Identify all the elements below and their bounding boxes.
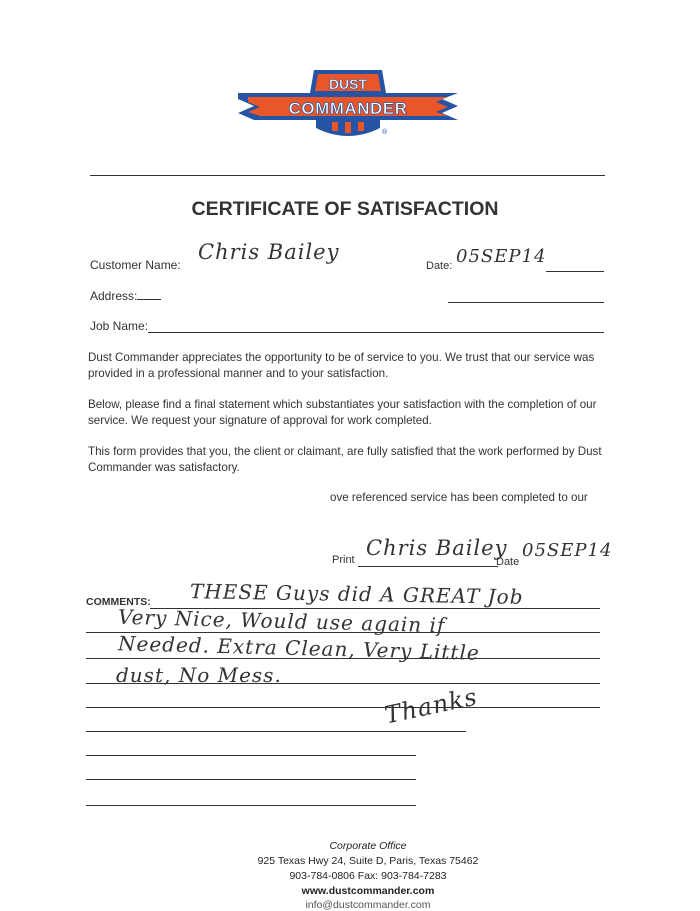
date-label: Date: bbox=[426, 260, 453, 272]
logo-trademark: ® bbox=[382, 129, 388, 136]
address-underline-right bbox=[448, 302, 604, 303]
address-label: Address: bbox=[90, 289, 138, 303]
logo-line2: COMMANDER bbox=[288, 99, 408, 118]
footer-address: 925 Texas Hwy 24, Suite D, Paris, Texas 75462 bbox=[257, 855, 479, 867]
partial-statement: ove referenced service has been completed to our bbox=[330, 491, 588, 504]
footer-phones: 903-784-0806 Fax: 903-784-7283 bbox=[289, 870, 447, 882]
paragraph-final-statement: Below, please find a final statement which substantiates your satisfaction with the completion of our service. We request your signature of approval for work completed. bbox=[88, 398, 597, 427]
footer-website[interactable]: www.dustcommander.com bbox=[301, 885, 435, 897]
comment-text-3: Needed. Extra Clean, Very Little bbox=[117, 631, 481, 665]
comment-sign-off: Thanks bbox=[382, 682, 480, 730]
comment-text-4: dust, No Mess. bbox=[116, 663, 282, 687]
logo-line1: DUST bbox=[328, 76, 368, 92]
print-name-value: Chris Bailey bbox=[366, 536, 508, 560]
header-divider bbox=[90, 175, 605, 176]
date-value: 05SEP14 bbox=[456, 246, 547, 267]
comment-line-6 bbox=[86, 731, 466, 732]
comment-line-9 bbox=[86, 805, 416, 806]
page-title: CERTIFICATE OF SATISFACTION bbox=[191, 198, 499, 220]
job-name-underline bbox=[148, 332, 604, 333]
paragraph-appreciation: Dust Commander appreciates the opportunity to be of service to you. We trust that our service was provided in a professional manner and to your satisfaction. bbox=[88, 351, 595, 380]
address-underline bbox=[137, 299, 161, 300]
comment-line-5 bbox=[86, 707, 600, 708]
job-name-label: Job Name: bbox=[90, 319, 149, 333]
date-underline bbox=[546, 271, 604, 272]
comment-text-2: Very Nice, Would use again if bbox=[117, 604, 446, 638]
comment-line-7 bbox=[86, 755, 416, 756]
footer-office: Corporate Office bbox=[329, 840, 407, 852]
comment-line-8 bbox=[86, 779, 416, 780]
print-underline bbox=[358, 566, 498, 567]
print-label: Print bbox=[332, 554, 355, 566]
dust-commander-logo bbox=[236, 66, 460, 140]
customer-name-value: Chris Bailey bbox=[198, 240, 340, 264]
comment-text-1: THESE Guys did A GREAT Job bbox=[189, 579, 524, 609]
print-date-value: 05SEP14 bbox=[522, 540, 613, 561]
paragraph-satisfaction-clause: This form provides that you, the client or claimant, are fully satisfied that the work performed by Dust Commander was satisfactory. bbox=[88, 445, 602, 474]
comments-label: COMMENTS: bbox=[86, 596, 151, 608]
print-date-label: Date bbox=[496, 556, 520, 568]
footer-email[interactable]: info@dustcommander.com bbox=[305, 899, 431, 911]
customer-name-label: Customer Name: bbox=[90, 258, 181, 272]
